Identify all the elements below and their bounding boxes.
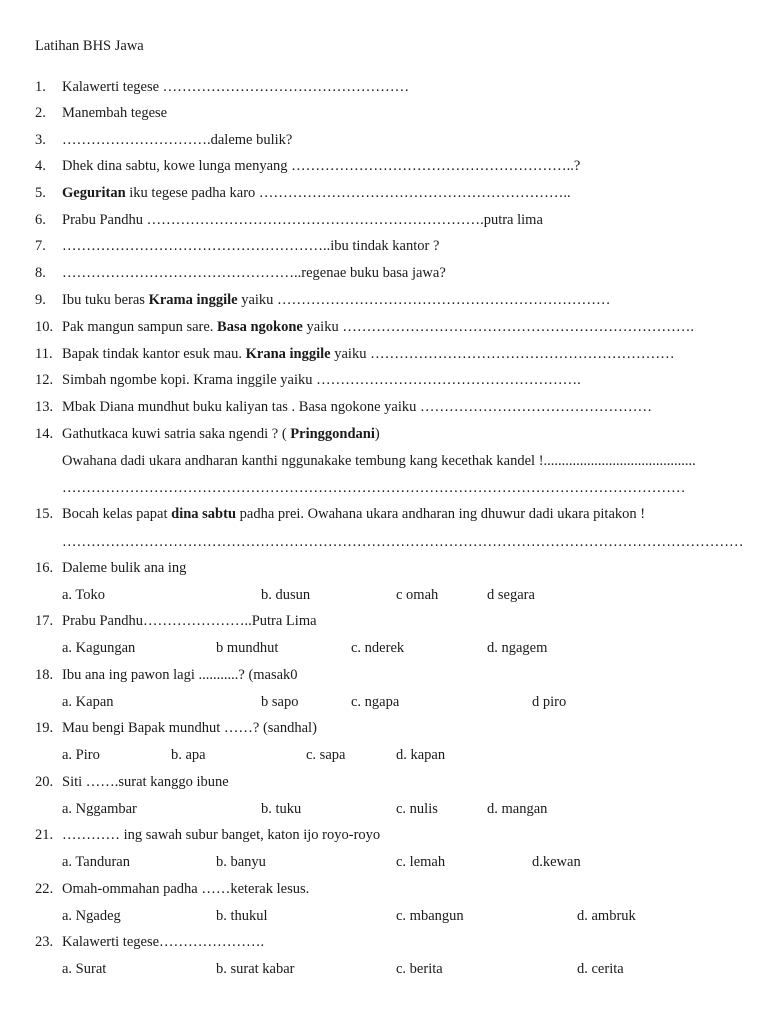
question-number: 3. xyxy=(35,132,46,148)
page-title: Latihan BHS Jawa xyxy=(35,38,144,54)
question-text xyxy=(62,131,292,149)
bold-keyword: Pringgondani xyxy=(290,426,375,442)
question-number: 2. xyxy=(35,105,46,121)
option-b: b sapo xyxy=(261,694,299,710)
question-number: 4. xyxy=(35,158,46,174)
option-a: a. Kagungan xyxy=(62,640,136,656)
option-d: d. mangan xyxy=(487,801,548,817)
question-text: Daleme bulik ana ing xyxy=(62,560,187,576)
option-b: b. tuku xyxy=(261,801,302,817)
bold-keyword: Geguritan xyxy=(62,185,126,201)
option-a: a. Surat xyxy=(62,961,107,977)
question-text xyxy=(62,78,409,96)
question-number: 18. xyxy=(35,667,54,683)
question-fragment: …………………………………………..regenae buku basa jawa? xyxy=(62,265,446,281)
question-fragment: Prabu Pandhu …………………………………………………………….putra lima xyxy=(62,212,543,228)
question-number: 13. xyxy=(35,399,54,415)
question-fragment: ) xyxy=(374,426,380,442)
option-a: a. Nggambar xyxy=(62,801,137,817)
option-c: c. nderek xyxy=(351,640,405,656)
option-d: d.kewan xyxy=(532,854,581,870)
option-c: c. berita xyxy=(396,961,443,977)
question-number: 6. xyxy=(35,212,46,228)
question-number: 20. xyxy=(35,774,54,790)
option-a: a. Ngadeg xyxy=(62,908,121,924)
question-text xyxy=(62,371,581,389)
question-fragment: Bapak tindak kantor esuk mau. xyxy=(62,346,246,362)
question-number: 8. xyxy=(35,265,46,281)
question-fragment: Mbak Diana mundhut buku kaliyan tas . Basa ngokone yaiku ………………………………………… xyxy=(62,399,653,415)
option-a: a. Toko xyxy=(62,587,106,603)
question-text xyxy=(62,104,167,122)
question-fragment: Bocah kelas papat xyxy=(62,506,172,522)
option-c: c. sapa xyxy=(306,747,346,763)
question-number: 12. xyxy=(35,372,54,388)
question-fragment: Kalawerti tegese …………………………………………… xyxy=(62,79,410,95)
option-a: a. Kapan xyxy=(62,694,114,710)
option-c: c. lemah xyxy=(396,854,446,870)
question-number: 22. xyxy=(35,881,54,897)
option-b: b. dusun xyxy=(261,587,311,603)
option-b: b. surat kabar xyxy=(216,961,295,977)
question-number: 23. xyxy=(35,934,54,950)
option-c: c. mbangun xyxy=(396,908,464,924)
question-text xyxy=(62,425,380,443)
question-fragment: ………………………………………………..ibu tindak kantor ? xyxy=(62,238,440,254)
option-c: c omah xyxy=(396,587,439,603)
question-number: 10. xyxy=(35,319,54,335)
question-text xyxy=(62,264,446,282)
question-fragment: Manembah tegese xyxy=(62,105,168,121)
question-text xyxy=(62,237,439,255)
question-fragment: Ibu tuku beras xyxy=(62,292,149,308)
question-text xyxy=(62,505,645,523)
option-c: c. nulis xyxy=(396,801,438,817)
question-text xyxy=(62,398,652,416)
question-number: 11. xyxy=(35,346,53,362)
option-a: a. Tanduran xyxy=(62,854,130,870)
question-fragment: Pak mangun sampun sare. xyxy=(62,319,218,335)
bold-keyword: Krama inggile xyxy=(148,292,238,308)
question-number: 1. xyxy=(35,79,46,95)
question-fragment: padha prei. Owahana ukara andharan ing dhuwur dadi ukara pitakon ! xyxy=(236,506,646,522)
question-number: 21. xyxy=(35,827,54,843)
option-d: d. ambruk xyxy=(577,908,636,924)
option-d: d. cerita xyxy=(577,961,624,977)
question-number: 7. xyxy=(35,238,46,254)
question-text xyxy=(62,184,571,202)
question-number: 9. xyxy=(35,292,46,308)
question-fragment: iku tegese padha karo ……………………………………………………….. xyxy=(125,185,571,201)
question-text xyxy=(62,291,611,309)
question-fragment: Gathutkaca kuwi satria saka ngendi ? ( xyxy=(62,426,291,442)
question-number: 14. xyxy=(35,426,54,442)
question-text: Siti …….surat kanggo ibune xyxy=(62,774,229,790)
answer-line: …………………………………………………………………………………………………………………………… xyxy=(62,534,744,550)
instruction-text: Owahana dadi ukara andharan kanthi nggunakake tembung kang kecethak kandel !.......................................... xyxy=(62,453,696,469)
option-d: d piro xyxy=(532,694,567,710)
question-fragment: yaiku …………………………………………………………… xyxy=(237,292,611,308)
question-number: 19. xyxy=(35,720,54,736)
question-fragment: Simbah ngombe kopi. Krama inggile yaiku ………………………………………………. xyxy=(62,372,581,388)
answer-line: ………………………………………………………………………………………………………………… xyxy=(62,480,686,496)
bold-keyword: dina sabtu xyxy=(171,506,237,522)
option-b: b. banyu xyxy=(216,854,266,870)
question-fragment: yaiku ……………………………………………………… xyxy=(330,346,675,362)
question-fragment: ………………………….daleme bulik? xyxy=(62,132,293,148)
question-text: ………… ing sawah subur banget, katon ijo royo-royo xyxy=(62,827,381,843)
question-fragment: Dhek dina sabtu, kowe lunga menyang …………………………………………………..? xyxy=(62,158,581,174)
option-a: a. Piro xyxy=(62,747,100,763)
question-fragment: yaiku ………………………………………………………………. xyxy=(302,319,694,335)
question-text xyxy=(62,345,675,363)
option-c: c. ngapa xyxy=(351,694,400,710)
question-number: 15. xyxy=(35,506,54,522)
bold-keyword: Krana inggile xyxy=(245,346,331,362)
question-text: Kalawerti tegese…………………. xyxy=(62,934,265,950)
bold-keyword: Basa ngokone xyxy=(217,319,303,335)
option-b: b. apa xyxy=(171,747,206,763)
question-text: Omah-ommahan padha ……keterak lesus. xyxy=(62,881,310,897)
question-text xyxy=(62,318,694,336)
question-number: 5. xyxy=(35,185,46,201)
option-d: d. ngagem xyxy=(487,640,548,656)
option-d: d segara xyxy=(487,587,535,603)
question-text xyxy=(62,211,543,229)
option-b: b mundhut xyxy=(216,640,279,656)
question-text: Mau bengi Bapak mundhut ……? (sandhal) xyxy=(62,720,317,736)
question-text xyxy=(62,157,580,175)
question-number: 16. xyxy=(35,560,54,576)
option-d: d. kapan xyxy=(396,747,446,763)
question-text: Prabu Pandhu…………………..Putra Lima xyxy=(62,613,317,629)
question-number: 17. xyxy=(35,613,54,629)
question-text: Ibu ana ing pawon lagi ...........? (masak0 xyxy=(62,667,298,683)
option-b: b. thukul xyxy=(216,908,268,924)
